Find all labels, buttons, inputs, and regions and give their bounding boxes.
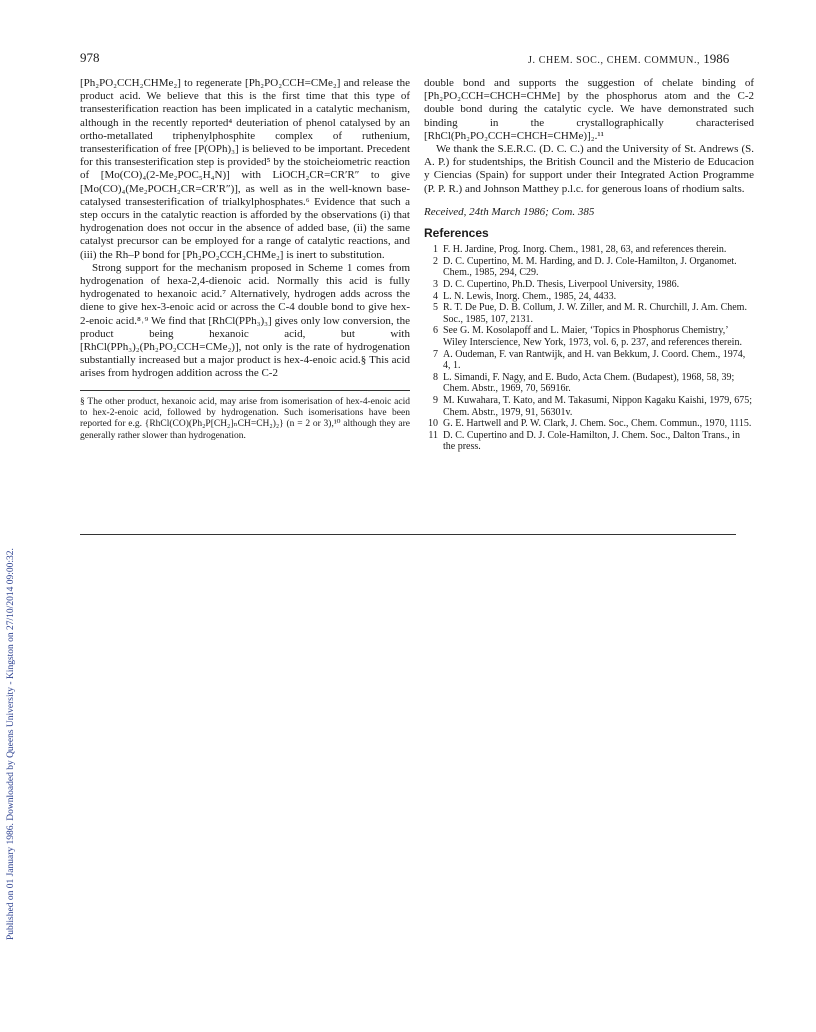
reference-number: 9 <box>433 394 438 406</box>
body-paragraph: Strong support for the mechanism proposed in Scheme 1 comes from hydrogenation of hexa-2,4-dienoic acid. Normally this acid is fully hydrogenated to hexanoic acid.⁷ Alternatively, hydrogen adds across the diene to give hex-3-enoic acid or across the C-4 double bond to give hex-2-enoic acid.⁸˒⁹ We find that [RhCl(PPh₃)₃] gives only low conversion, the product being hexanoic acid, but with [RhCl(PPh₃)₂(Ph₂PO₂CCH=CMe₂)], not only is the rate of hydrogenation substantially increased but a major product is hex-4-enoic acid.§ This acid arises from hydrogen addition across the C-2 <box>80 261 410 380</box>
reference-text: A. Oudeman, F. van Rantwijk, and H. van Bekkum, J. Coord. Chem., 1974, 4, 1. <box>443 348 746 372</box>
received-date: Received, 24th March 1986; Com. 385 <box>424 205 595 218</box>
reference-item <box>424 256 754 279</box>
reference-item <box>424 395 754 418</box>
reference-text: D. C. Cupertino, M. M. Harding, and D. J. Cole-Hamilton, J. Organomet. Chem., 1985, 294, C29. <box>443 255 737 279</box>
reference-item <box>424 302 754 325</box>
reference-number: 2 <box>433 255 438 267</box>
bottom-divider <box>80 534 736 535</box>
body-paragraph: double bond and supports the suggestion of chelate binding of [Ph₂PO₂CCH=CHCH=CHMe] by the phosphorus atom and the C-2 double bond during the catalytic cycle. We have demonstrated such binding in the crystallographically characterised [RhCl(Ph₂PO₂CCH=CHCH=CHMe)]₂.¹¹ <box>424 77 754 142</box>
reference-text: See G. M. Kosolapoff and L. Maier, ‘Topics in Phosphorus Chemistry,’ Wiley Interscience, New York, 1973, vol. 6, p. 237, and references therein. <box>443 325 742 348</box>
footnote: § The other product, hexanoic acid, may arise from isomerisation of hex-4-enoic acid to hex-2-enoic acid, followed by hydrogenation. Such isomerisations have been reported for e.g. {RhCl(CO)(Ph₂P[CH₂]ₙCH=CH₂)₂} (n = 2 or 3),¹⁰ although they are generally rather slower than hydrogenation. <box>80 396 410 441</box>
reference-number: 11 <box>428 429 438 441</box>
reference-item <box>424 244 754 256</box>
reference-text: F. H. Jardine, Prog. Inorg. Chem., 1981, 28, 63, and references therein. <box>443 244 727 256</box>
reference-text: L. N. Lewis, Inorg. Chem., 1985, 24, 4433. <box>443 290 617 302</box>
reference-item <box>424 372 754 395</box>
reference-number: 3 <box>433 279 438 291</box>
acknowledgements: We thank the S.E.R.C. (D. C. C.) and the University of St. Andrews (S. A. P.) for studentships, the British Council and the Misterio de Educacion y Ciencias (Spain) for support under their Integrated Action Programme (P. P. R.) and Johnson Matthey p.l.c. for generous loans of rhodium salts. <box>424 143 754 195</box>
journal-year: 1986 <box>703 51 730 66</box>
reference-text: R. T. De Pue, D. B. Collum, J. W. Ziller, and M. R. Churchill, J. Am. Chem. Soc., 1985, 107, 2131. <box>443 302 747 325</box>
reference-number: 1 <box>433 244 438 256</box>
reference-item <box>424 279 754 291</box>
references-heading: References <box>424 226 489 241</box>
reference-item <box>424 325 754 348</box>
reference-text: M. Kuwahara, T. Kato, and M. Takasumi, Nippon Kagaku Kaishi, 1979, 675; Chem. Abstr., 1979, 91, 56301v. <box>443 394 752 418</box>
page-number: 978 <box>80 50 100 65</box>
reference-item <box>424 430 754 453</box>
reference-text: L. Simandi, F. Nagy, and E. Budo, Acta Chem. (Budapest), 1968, 58, 39; Chem. Abstr., 1969, 70, 56916r. <box>443 371 735 395</box>
reference-number: 4 <box>433 290 438 302</box>
reference-item <box>424 349 754 372</box>
download-notice[interactable]: Published on 01 January 1986. Downloaded by Queens University - Kingston on 27/10/2014 09:00:32. <box>6 548 16 940</box>
reference-number: 5 <box>433 302 438 314</box>
references-list <box>424 244 754 453</box>
reference-text: D. C. Cupertino and D. J. Cole-Hamilton, J. Chem. Soc., Dalton Trans., in the press. <box>443 429 740 453</box>
left-column <box>80 77 410 442</box>
reference-number: 6 <box>433 325 438 337</box>
body-paragraph: [Ph₂PO₂CCH₂CHMe₂] to regenerate [Ph₂PO₂CCH=CMe₂] and release the product acid. We believe that this is the first time that this type of transesterification reaction has been implicated in a catalytic mechanism, although in the recently reported⁴ deuteriation of phenol catalysed by an ortho-metallated triphenylphosphite complex of ruthenium, transesterification of free [P(OPh)₃] is believed to be important. Precedent for this transesterification step is provided⁵ by the stoicheiometric reaction of [Mo(CO)₄(2-Me₂POC₅H₄N)] with LiOCH₂CR=CR′R″ to give [Mo(CO)₄(Me₂POCH₂CR=CR′R″)], as well as in the well-known base-catalysed transesterification of trialkylphosphates.⁶ Evidence that such a step occurs in the catalytic reaction is afforded by the observations (i) that hydrogenation does not occur in the absence of added base, (ii) the same catalyst precursor can be employed for a range of catalytic reactions, and (iii) the Rh–P bond for [Ph₂PO₂CCH₂CHMe₂] is inert to substitution. <box>80 77 410 261</box>
reference-text: G. E. Hartwell and P. W. Clark, J. Chem. Soc., Chem. Commun., 1970, 1115. <box>443 418 752 430</box>
reference-item <box>424 418 754 430</box>
journal-title: J. CHEM. SOC., CHEM. COMMUN., <box>528 55 701 66</box>
reference-item <box>424 291 754 303</box>
right-column <box>424 77 754 453</box>
reference-number: 8 <box>433 371 438 383</box>
reference-number: 7 <box>433 348 438 360</box>
reference-text: D. C. Cupertino, Ph.D. Thesis, Liverpool University, 1986. <box>443 279 680 291</box>
reference-number: 10 <box>428 418 438 430</box>
footnote-divider <box>80 390 410 391</box>
journal-header <box>528 51 729 67</box>
